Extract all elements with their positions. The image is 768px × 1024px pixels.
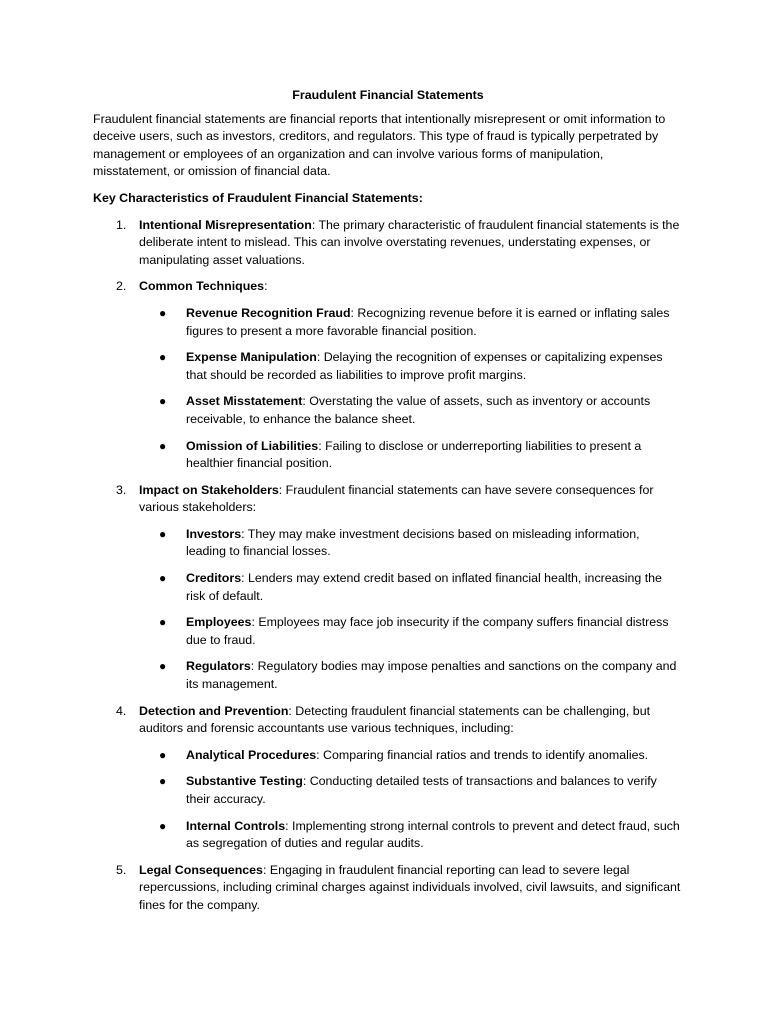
- bullet-icon: ●: [159, 438, 167, 453]
- list-item: [93, 703, 683, 853]
- bullet-icon: ●: [159, 305, 167, 320]
- subitem-term: Investors: [186, 526, 242, 541]
- subitem-text: : Recognizing revenue before it is earned or inflating sales figures to present a more favorable financial position.: [186, 305, 670, 338]
- subitem-term: Substantive Testing: [186, 774, 303, 789]
- bullet-icon: ●: [159, 747, 167, 762]
- subitem-text: : Employees may face job insecurity if the company suffers financial distress due to fraud.: [186, 615, 669, 647]
- subitem-term: Asset Misstatement: [186, 394, 303, 409]
- item-text: : Fraudulent financial statements can have severe consequences for various stakeholders:: [139, 482, 654, 515]
- subitem-text: : Regulatory bodies may impose penalties and sanctions on the company and its management.: [186, 659, 677, 692]
- subitem-text: : Failing to disclose or underreporting liabilities to present a healthier financial position.: [186, 438, 642, 471]
- item-term: Intentional Misrepresentation: [139, 217, 312, 232]
- item-term: Impact on Stakeholders: [139, 482, 279, 497]
- list-number: 1.: [116, 217, 127, 232]
- sub-list: [139, 747, 683, 853]
- characteristics-list: [93, 217, 683, 915]
- list-number: 2.: [116, 279, 127, 294]
- subitem-term: Omission of Liabilities: [186, 438, 319, 453]
- sub-list-item: [139, 614, 683, 649]
- item-text: : Engaging in fraudulent financial reporting can lead to severe legal repercussions, including criminal charges against individuals involved, civil lawsuits, and significant fines for the company.: [139, 862, 681, 912]
- sub-list-item: [139, 305, 683, 340]
- subitem-term: Creditors: [186, 571, 242, 586]
- subitem-text: : Lenders may extend credit based on inflated financial health, increasing the risk of default.: [186, 571, 662, 603]
- subitem-term: Expense Manipulation: [186, 350, 317, 365]
- subitem-text: : Conducting detailed tests of transactions and balances to verify their accuracy.: [186, 774, 657, 806]
- subitem-term: Analytical Procedures: [186, 747, 317, 762]
- sub-list-item: [139, 818, 683, 853]
- bullet-icon: ●: [159, 350, 167, 365]
- item-term: Common Techniques: [139, 279, 265, 294]
- document-page: [93, 87, 683, 924]
- list-item: [93, 862, 683, 915]
- list-item: [93, 278, 683, 472]
- subitem-text: : Implementing strong internal controls to prevent and detect fraud, such as segregation of duties and regular audits.: [186, 818, 680, 851]
- subitem-term: Employees: [186, 615, 252, 630]
- subitem-text: : Comparing financial ratios and trends to identify anomalies.: [316, 747, 649, 762]
- list-number: 5.: [116, 862, 127, 877]
- list-item: [93, 217, 683, 270]
- sub-list-item: [139, 658, 683, 693]
- subitem-text: : Overstating the value of assets, such as inventory or accounts receivable, to enhance the balance sheet.: [186, 394, 651, 426]
- bullet-icon: ●: [159, 659, 167, 674]
- intro-paragraph: Fraudulent financial statements are financial reports that intentionally misrepresent or omit information to deceive users, such as investors, creditors, and regulators. This type of fraud is typically perpetrated by management or employees of an organization and can involve various forms of manipulation, misstatement, or omission of financial data.: [93, 111, 666, 179]
- section-heading: Key Characteristics of Fraudulent Financial Statements:: [93, 190, 423, 205]
- sub-list-item: [139, 570, 683, 605]
- item-term: Legal Consequences: [139, 862, 263, 877]
- sub-list: [139, 526, 683, 694]
- item-term: Detection and Prevention: [139, 703, 289, 718]
- item-text: :: [264, 279, 268, 294]
- bullet-icon: ●: [159, 571, 167, 586]
- item-text: : The primary characteristic of fraudulent financial statements is the deliberate intent to mislead. This can involve overstating revenues, understating expenses, or manipulating asset valuations.: [139, 217, 680, 267]
- sub-list-item: [139, 747, 683, 765]
- subitem-text: : They may make investment decisions based on misleading information, leading to financial losses.: [186, 526, 640, 559]
- bullet-icon: ●: [159, 526, 167, 541]
- subitem-term: Regulators: [186, 659, 251, 674]
- subitem-term: Internal Controls: [186, 818, 286, 833]
- bullet-icon: ●: [159, 394, 167, 409]
- item-text: : Detecting fraudulent financial statements can be challenging, but auditors and forensic accountants use various techniques, including:: [139, 703, 651, 736]
- bullet-icon: ●: [159, 818, 167, 833]
- list-number: 3.: [116, 482, 127, 497]
- document-title: Fraudulent Financial Statements: [292, 88, 484, 102]
- list-item: [93, 482, 683, 694]
- sub-list-item: [139, 526, 683, 561]
- sub-list-item: [139, 773, 683, 808]
- sub-list: [139, 305, 683, 473]
- subitem-text: : Delaying the recognition of expenses or capitalizing expenses that should be recorded as liabilities to improve profit margins.: [186, 350, 663, 382]
- bullet-icon: ●: [159, 615, 167, 630]
- bullet-icon: ●: [159, 774, 167, 789]
- list-number: 4.: [116, 703, 127, 718]
- subitem-term: Revenue Recognition Fraud: [186, 305, 351, 320]
- sub-list-item: [139, 438, 683, 473]
- sub-list-item: [139, 393, 683, 428]
- sub-list-item: [139, 349, 683, 384]
